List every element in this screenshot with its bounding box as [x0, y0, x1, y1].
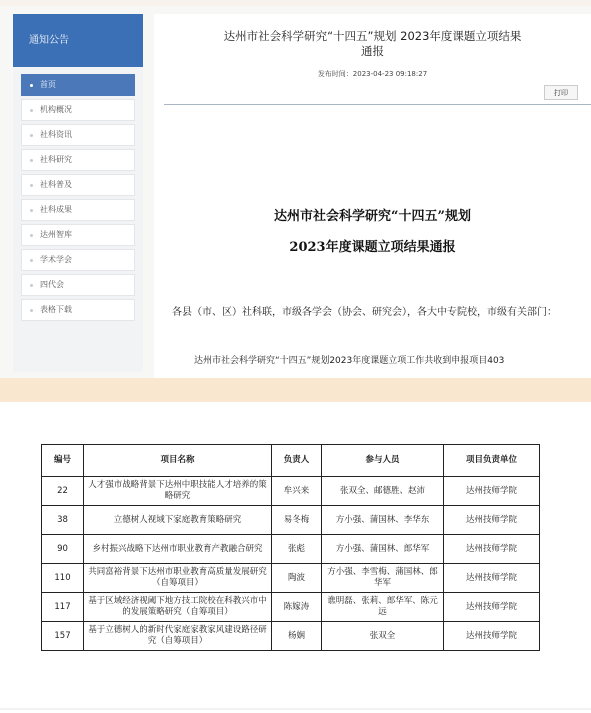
- bullet-icon: [30, 284, 33, 287]
- cell-participants: 方小强、蒲国林、郎华军: [322, 535, 444, 564]
- article-paragraph-1: 各县（市、区）社科联，市级各学会（协会、研究会），各大中专院校，市级有关部门：: [172, 307, 557, 318]
- article-title: [154, 29, 591, 59]
- cell-project-name: 乡村振兴战略下达州市职业教育产教融合研究: [84, 535, 272, 564]
- sidebar-item-achievements[interactable]: [21, 199, 135, 221]
- sidebar-item-popularization[interactable]: [21, 174, 135, 196]
- article: [154, 14, 591, 378]
- bullet-icon: [30, 159, 33, 162]
- sidebar-item-label: 学术学会: [40, 255, 72, 264]
- sidebar-item-label: 机构概况: [40, 105, 72, 114]
- sidebar-item-home[interactable]: [21, 74, 135, 96]
- table-row: [42, 506, 540, 535]
- sidebar-item-think-tank[interactable]: [21, 224, 135, 246]
- cell-project-name: 立德树人视域下家庭教育策略研究: [84, 506, 272, 535]
- cell-unit: 达州技师学院: [444, 564, 540, 593]
- cell-project-name: 基于立德树人的新时代家庭家教家风建设路径研究（自筹项目）: [84, 622, 272, 651]
- cell-project-name: 人才强市战略背景下达州中职技能人才培养的策略研究: [84, 477, 272, 506]
- cell-leader: 牟兴来: [272, 477, 322, 506]
- cell-unit: 达州技师学院: [444, 622, 540, 651]
- sidebar-item-label: 首页: [40, 80, 56, 89]
- bullet-icon: [30, 234, 33, 237]
- sidebar-item-about[interactable]: [21, 99, 135, 121]
- cell-participants: 张双全: [322, 622, 444, 651]
- cell-number: 117: [42, 593, 84, 622]
- table-row: [42, 622, 540, 651]
- table-row: [42, 593, 540, 622]
- sidebar-item-label: 表格下载: [40, 305, 72, 314]
- sidebar-item-research[interactable]: [21, 149, 135, 171]
- sidebar-title: 通知公告: [13, 14, 143, 67]
- cell-unit: 达州技师学院: [444, 593, 540, 622]
- cell-project-name: 共同富裕背景下达州市职业教育高质量发展研究（自筹项目）: [84, 564, 272, 593]
- sidebar-item-downloads[interactable]: [21, 299, 135, 321]
- table-row: [42, 564, 540, 593]
- header-unit: 项目负责单位: [444, 445, 540, 477]
- cell-unit: 达州技师学院: [444, 477, 540, 506]
- sidebar-item-news[interactable]: [21, 124, 135, 146]
- cell-participants: 张双全、邮德胜、赵沛: [322, 477, 444, 506]
- cell-project-name: 基于区域经济视阈下地方技工院校在科教兴市中的发展策略研究（自筹项目）: [84, 593, 272, 622]
- header-number: 编号: [42, 445, 84, 477]
- cell-leader: 易冬梅: [272, 506, 322, 535]
- cell-number: 22: [42, 477, 84, 506]
- sidebar: [13, 14, 143, 372]
- header-leader: 负责人: [272, 445, 322, 477]
- project-table: [41, 444, 540, 651]
- cell-participants: 谯明磊、张莉、郎华军、陈元远: [322, 593, 444, 622]
- article-title-line1: 达州市社会科学研究“十四五”规划 2023年度课题立项结果: [223, 29, 522, 43]
- article-heading-1: 达州市社会科学研究“十四五”规划: [274, 209, 471, 224]
- table-row: [42, 477, 540, 506]
- sidebar-item-label: 社科资讯: [40, 130, 72, 139]
- header-project-name: 项目名称: [84, 445, 272, 477]
- table-header-row: [42, 445, 540, 477]
- bullet-icon: [30, 84, 33, 87]
- divider: [164, 104, 591, 105]
- cell-unit: 达州技师学院: [444, 535, 540, 564]
- table-row: [42, 535, 540, 564]
- bullet-icon: [30, 134, 33, 137]
- article-paragraph-2: 达州市社会科学研究“十四五”规划2023年度课题立项工作共收到申报项目403: [194, 356, 505, 366]
- cell-unit: 达州技师学院: [444, 506, 540, 535]
- sidebar-item-label: 社科成果: [40, 205, 72, 214]
- cell-participants: 方小强、蒲国林、李华东: [322, 506, 444, 535]
- bullet-icon: [30, 259, 33, 262]
- cell-leader: 杨娴: [272, 622, 322, 651]
- cell-number: 157: [42, 622, 84, 651]
- sidebar-item-label: 达州智库: [40, 230, 72, 239]
- article-heading-2: 2023年度课题立项结果通报: [289, 240, 456, 255]
- print-button[interactable]: 打印: [544, 85, 578, 100]
- bottom-border: [0, 708, 591, 710]
- cell-participants: 方小强、李雪梅、蒲国林、郎华军: [322, 564, 444, 593]
- cell-leader: 陈嫁涛: [272, 593, 322, 622]
- cell-leader: 陶波: [272, 564, 322, 593]
- cell-number: 90: [42, 535, 84, 564]
- sidebar-item-label: 社科普及: [40, 180, 72, 189]
- cell-number: 110: [42, 564, 84, 593]
- article-title-line2: 通报: [361, 44, 384, 58]
- cell-number: 38: [42, 506, 84, 535]
- bullet-icon: [30, 109, 33, 112]
- bullet-icon: [30, 184, 33, 187]
- publish-time: 发布时间：2023-04-23 09:18:27: [317, 70, 428, 78]
- sidebar-item-label: 四代会: [40, 280, 64, 289]
- cell-leader: 张彪: [272, 535, 322, 564]
- bullet-icon: [30, 209, 33, 212]
- header-participants: 参与人员: [322, 445, 444, 477]
- sidebar-item-label: 社科研究: [40, 155, 72, 164]
- sidebar-item-congress[interactable]: [21, 274, 135, 296]
- separator-band: [0, 378, 591, 402]
- bullet-icon: [30, 309, 33, 312]
- sidebar-nav: [21, 74, 135, 324]
- sidebar-item-societies[interactable]: [21, 249, 135, 271]
